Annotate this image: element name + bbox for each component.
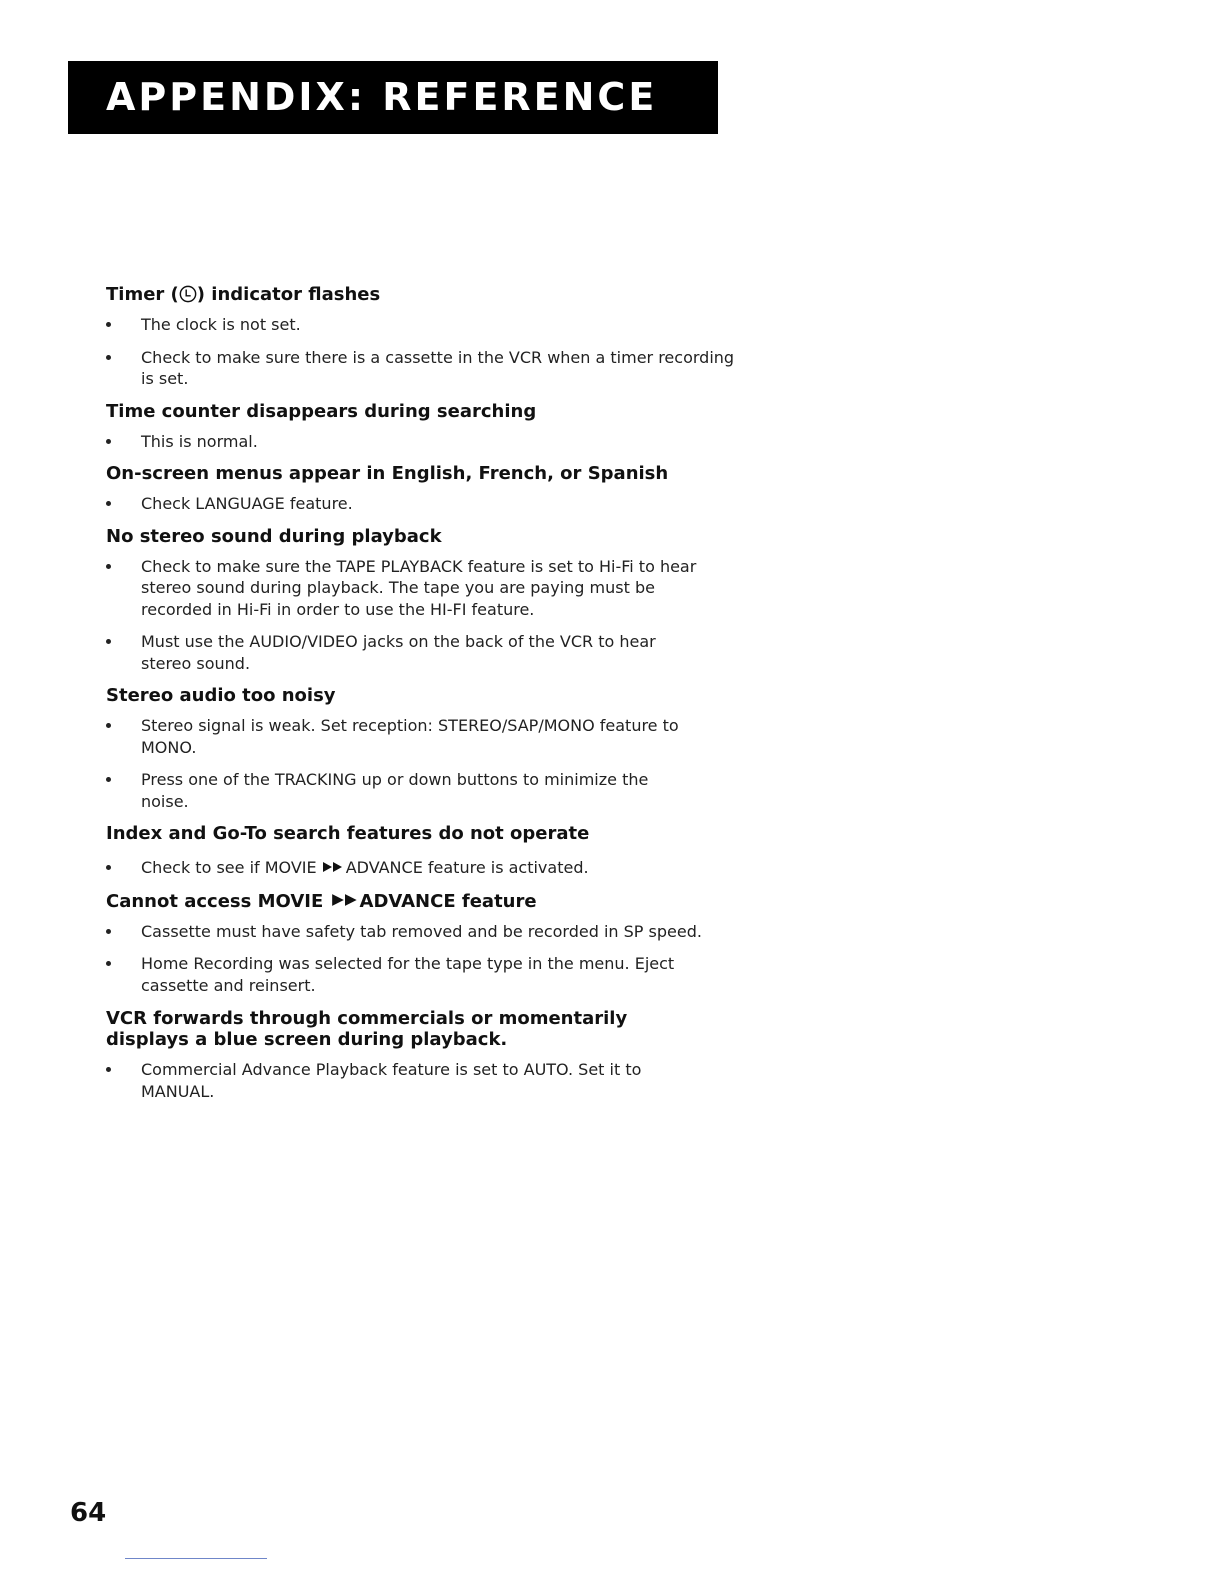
bullet-list (106, 715, 736, 812)
list-item: Press one of the TRACKING up or down buttons to minimize the noise. (106, 769, 701, 812)
fast-forward-icon (322, 861, 346, 873)
section-heading: No stereo sound during playback (106, 525, 442, 547)
list-item: Commercial Advance Playback feature is set to AUTO. Set it to MANUAL. (106, 1059, 701, 1102)
list-item: The clock is not set. (106, 314, 736, 336)
bullet-list (106, 431, 736, 453)
troubleshooting-content (106, 284, 736, 1113)
header-bar (68, 61, 718, 134)
bullet-list (106, 1059, 736, 1102)
timer-clock-icon (179, 285, 197, 303)
section-heading: Time counter disappears during searching (106, 400, 537, 422)
list-item: Home Recording was selected for the tape type in the menu. Eject cassette and reinsert. (106, 953, 711, 996)
section-timer-indicator (106, 284, 736, 390)
section-vcr-forwards (106, 1008, 736, 1102)
section-heading: Cannot access MOVIE ADVANCE feature (106, 890, 537, 912)
section-index-goto (106, 823, 736, 879)
page-title: APPENDIX: REFERENCE (106, 75, 658, 119)
section-heading: Index and Go-To search features do not operate (106, 823, 590, 844)
section-heading: Timer ( ) indicator flashes (106, 284, 381, 305)
section-heading: VCR forwards through commercials or momentarily displays a blue screen during playback. (106, 1008, 628, 1050)
section-heading: On-screen menus appear in English, French, or Spanish (106, 463, 669, 484)
bullet-list (106, 556, 736, 675)
bullet-list (106, 493, 736, 515)
section-time-counter (106, 401, 736, 453)
fast-forward-icon (330, 893, 360, 907)
section-stereo-noisy (106, 685, 736, 812)
section-heading: Stereo audio too noisy (106, 685, 336, 706)
list-item: Cassette must have safety tab removed and be recorded in SP speed. (106, 921, 761, 943)
bullet-list (106, 857, 736, 879)
list-item: Check to make sure the TAPE PLAYBACK feature is set to Hi-Fi to hear stereo sound during playback. The tape you are paying must be recorded in Hi-Fi in order to use the HI-FI feature. (106, 556, 701, 621)
list-item: Check to see if MOVIE ADVANCE feature is activated. (106, 857, 736, 879)
list-item: This is normal. (106, 431, 736, 453)
bullet-list (106, 314, 736, 390)
list-item: Check LANGUAGE feature. (106, 493, 736, 515)
bottom-rule (125, 1558, 267, 1559)
section-onscreen-menus (106, 463, 736, 515)
bullet-list (106, 921, 736, 997)
list-item: Stereo signal is weak. Set reception: STEREO/SAP/MONO feature to MONO. (106, 715, 701, 758)
list-item: Must use the AUDIO/VIDEO jacks on the back of the VCR to hear stereo sound. (106, 631, 701, 674)
list-item: Check to make sure there is a cassette in the VCR when a timer recording is set. (106, 347, 736, 390)
section-movie-advance (106, 891, 736, 997)
page-number: 64 (70, 1498, 107, 1528)
section-no-stereo (106, 526, 736, 675)
